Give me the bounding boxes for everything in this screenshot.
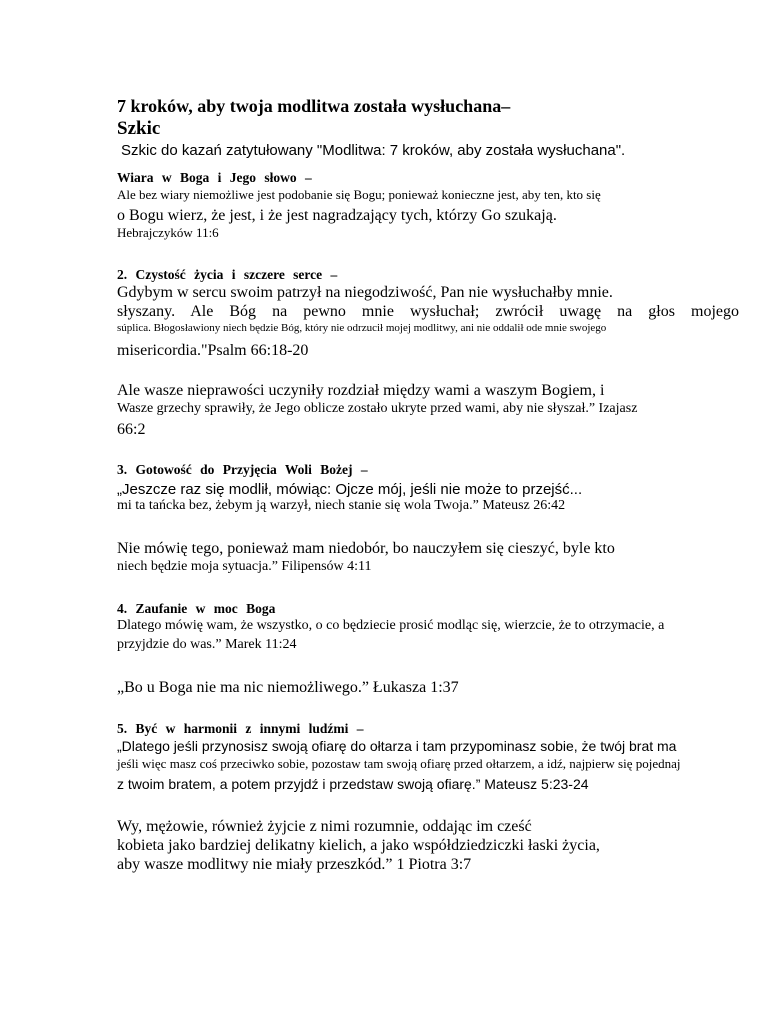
section-4-line-2: przyjdzie do was.” Marek 11:24 [117,637,297,652]
section-5-line-4: Wy, mężowie, również żyjcie z nimi rozumnie, oddając im cześć [117,818,532,835]
section-3-heading: 3. Gotowość do Przyjęcia Woli Bożej – [117,462,368,477]
section-2-line-1: Gdybym w sercu swoim patrzył na niegodziwość, Pan nie wysłuchałby mnie. [117,284,613,301]
section-2-line-6: Wasze grzechy sprawiły, że Jego oblicze zostało ukryte przed wami, aby nie słyszał.” Izajasz [117,401,638,416]
section-1-line-1: Ale bez wiary niemożliwe jest podobanie się Bogu; ponieważ konieczne jest, aby ten, kto się [117,187,601,202]
section-2-line-2: słyszany. Ale Bóg na pewno mnie wysłuchał; zwrócił uwagę na głos mojego [117,303,739,320]
section-1-heading: Wiara w Boga i Jego słowo – [117,170,312,185]
section-2-heading: 2. Czystość życia i szczere serce – [117,267,338,282]
section-5-line-2: jeśli więc masz coś przeciwko sobie, pozostaw tam swoją ofiarę przed ołtarzem, a idź, najpierw się pojednaj [117,756,681,771]
section-4-heading: 4. Zaufanie w moc Boga [117,601,276,616]
section-5-line-5: kobieta jako bardziej delikatny kielich, a jako współdziedziczki łaski życia, [117,837,600,854]
section-3-line-3: Nie mówię tego, ponieważ mam niedobór, bo nauczyłem się cieszyć, byle kto [117,540,615,557]
section-2-line-4: misericordia."Psalm 66:18-20 [117,342,309,359]
section-1-line-2: o Bogu wierz, że jest, i że jest nagradzający tych, którzy Go szukają. [117,207,557,224]
document-subtitle: Szkic [117,118,161,139]
section-2-line-3: súplica. Błogosławiony niech będzie Bóg, który nie odrzucił mojej modlitwy, ani nie oddalił ode mnie swojego [117,322,607,334]
section-3-line-4: niech będzie moja sytuacja.” Filipensów 4:11 [117,559,372,574]
document-title: 7 kroków, aby twoja modlitwa została wysłuchana– [117,96,511,116]
section-5-heading: 5. Być w harmonii z innymi ludźmi – [117,721,364,736]
section-2-line-7: 66:2 [117,421,146,438]
section-2-line-5: Ale wasze nieprawości uczyniły rozdział między wami a waszym Bogiem, i [117,382,605,399]
document-intro: Szkic do kazań zatytułowany "Modlitwa: 7 kroków, aby została wysłuchana". [121,142,626,159]
section-3-line-1: „Jeszcze raz się modlił, mówiąc: Ojcze mój, jeśli nie może to przejść... [117,481,583,498]
section-5-line-6: aby wasze modlitwy nie miały przeszkód.” 1 Piotra 3:7 [117,856,472,873]
section-4-line-3: „Bo u Boga nie ma nic niemożliwego.” Łukasza 1:37 [117,679,459,696]
section-5-line-1: „Dlatego jeśli przynosisz swoją ofiarę do ołtarza i tam przypominasz sobie, że twój brat ma [117,738,677,754]
section-4-line-1: Dlatego mówię wam, że wszystko, o co będziecie prosić modląc się, wierzcie, że to otrzymacie, a [117,618,665,633]
section-5-line-3: z twoim bratem, a potem przyjdź i przedstaw swoją ofiarę.” Mateusz 5:23-24 [117,776,589,792]
section-1-reference: Hebrajczyków 11:6 [117,225,219,240]
section-3-line-2: mi ta tańcka bez, żebym ją warzył, niech stanie się wola Twoja.” Mateusz 26:42 [117,498,566,513]
